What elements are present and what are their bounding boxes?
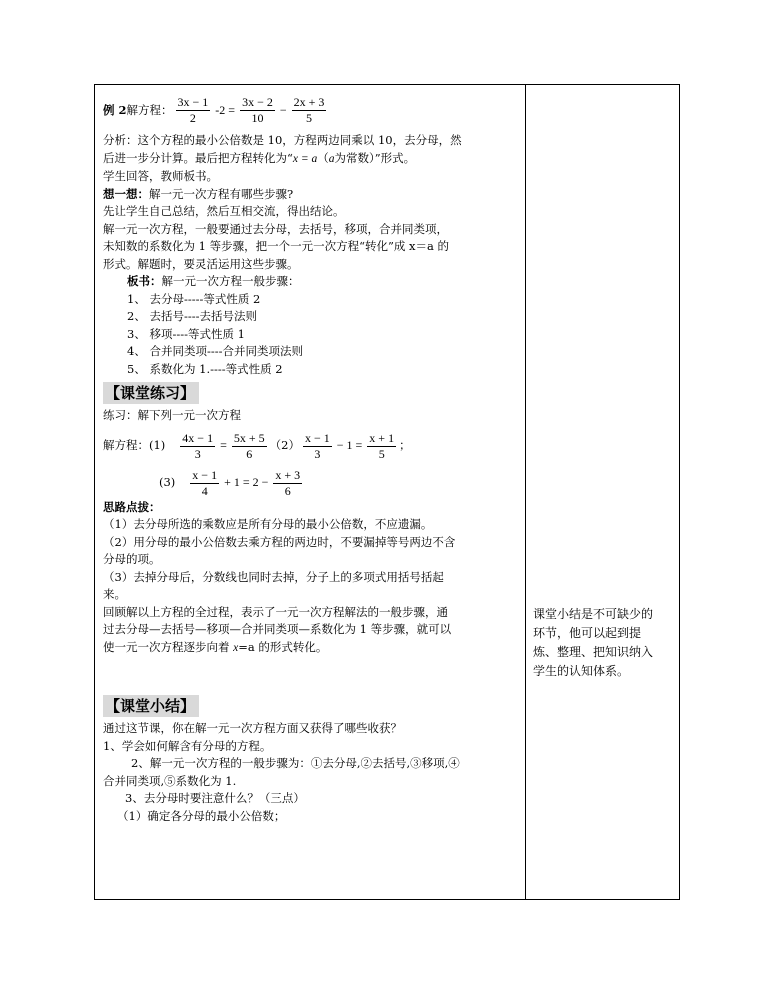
tips-line: 使一元一次方程逐步向着 x=a 的形式转化。: [103, 639, 328, 654]
text-line: 先让学生自己总结，然后互相交流，得出结论。: [103, 204, 345, 218]
summary-question: 通过这节课，你在解一元一次方程方面又获得了哪些收获？: [103, 721, 402, 735]
practice-equation-3: (3) $\frac{x - 1}{4}$ + 1 = 2 − $\frac{x + 3}{6}$: [159, 467, 301, 498]
side-note-line: 课堂小结是不可缺少的: [533, 607, 654, 621]
side-note-line: 学生的认知体系。: [533, 664, 630, 678]
tips-line: 过去分母—去括号—移项—合并同类项—系数化为 1 等步骤，就可以: [103, 622, 452, 636]
fraction: $\frac{4x - 1}{3}$: [182, 430, 214, 461]
practice-intro: 练习：解下列一元一次方程: [103, 408, 241, 422]
summary-point: 合并同类项,⑤系数化为 1.: [103, 773, 237, 788]
think-question: 想一想：解一元一次方程有哪些步骤?: [103, 186, 294, 201]
section-title-practice: 【课堂练习】: [103, 382, 199, 404]
summary-point: （1）确定各分母的最小公倍数；: [117, 808, 286, 823]
tips-line: 来。: [103, 587, 126, 601]
board-step: 4、 合并同类项----合并同类项法则: [127, 344, 304, 358]
side-note: [533, 605, 673, 681]
example-label: 例 2: [103, 102, 127, 117]
operator: −: [279, 102, 287, 117]
board-step: 1、 去分母-----等式性质 2: [127, 291, 261, 306]
tips-line: （2）用分母的最小公倍数去乘方程的两边时，不要漏掉等号两边不含: [103, 534, 456, 549]
formula: x = a: [292, 152, 318, 165]
board-step: 2、 去括号----去括号法则: [127, 309, 258, 323]
fraction: $\frac{3x - 1}{2}$: [177, 95, 209, 125]
text-line: 解一元一次方程，一般要通过去分母，去括号，移项，合并同类项，: [103, 221, 448, 236]
summary-point: 1、学会如何解含有分母的方程。: [103, 738, 272, 753]
fraction: $\frac{x + 1}{5}$: [369, 430, 395, 461]
analysis-line: 后进一步分计算。最后把方程转化为“x = a（a为常数）”形式。: [103, 150, 416, 165]
summary-point: 2、解一元一次方程的一般步骤为：①去分母,②去括号,③移项,④: [131, 756, 460, 770]
column-divider: [525, 85, 526, 899]
example-prompt: 解方程：: [126, 102, 173, 117]
tips-line: （3）去掉分母后，分数线也同时去掉，分子上的多项式用括号括起: [103, 569, 444, 584]
fraction: $\frac{5x + 5}{6}$: [233, 430, 265, 461]
summary-point: 3、去分母时要注意什么？（三点）: [125, 791, 305, 805]
board-title: 板书：解一元一次方程一般步骤：: [127, 274, 300, 288]
side-note-line: 炼、整理、把知识纳入: [533, 645, 654, 659]
side-note-line: 环节，他可以起到提: [533, 626, 642, 640]
fraction: $\frac{2x + 3}{5}$: [293, 95, 325, 125]
section-title-summary: 【课堂小结】: [103, 695, 199, 717]
operator: -2 =: [215, 102, 236, 117]
main-column: [103, 95, 521, 825]
practice-equations-1-2: 解方程：(1) $\frac{4x - 1}{3}$ = $\frac{5x + 5}{6}$ （2） $\frac{x - 1}{3}$ − 1 = $\frac{x + 1}{5}$ ；: [103, 430, 411, 461]
text-line: 未知数的系数化为 1 等步骤，把一个一元一次方程“转化”成 x＝a 的: [103, 239, 450, 253]
tips-line: （1）去分母所选的乘数应是所有分母的最小公倍数，不应遗漏。: [103, 517, 433, 531]
board-step: 3、 移项----等式性质 1: [127, 326, 245, 341]
tips-line: 回顾解以上方程的全过程，表示了一元一次方程解法的一般步骤，通: [103, 604, 448, 619]
fraction: $\frac{x + 3}{6}$: [275, 467, 301, 498]
tips-line: 分母的项。: [103, 552, 161, 566]
board-step: 5、 系数化为 1.----等式性质 2: [127, 361, 283, 376]
fraction: $\frac{x - 1}{4}$: [192, 467, 218, 498]
analysis-line: 学生回答，教师板书。: [103, 169, 218, 183]
lesson-table: [94, 84, 680, 900]
text-line: 形式。解题时，要灵活运用这些步骤。: [103, 256, 299, 271]
fraction: $\frac{3x - 2}{10}$: [242, 95, 273, 125]
tips-heading: 思路点拔：: [103, 499, 161, 514]
example-2: [103, 95, 521, 126]
fraction: $\frac{x - 1}{3}$: [304, 430, 330, 461]
analysis-line: 分析：这个方程的最小公倍数是 10，方程两边同乘以 10，去分母，然: [103, 133, 462, 147]
